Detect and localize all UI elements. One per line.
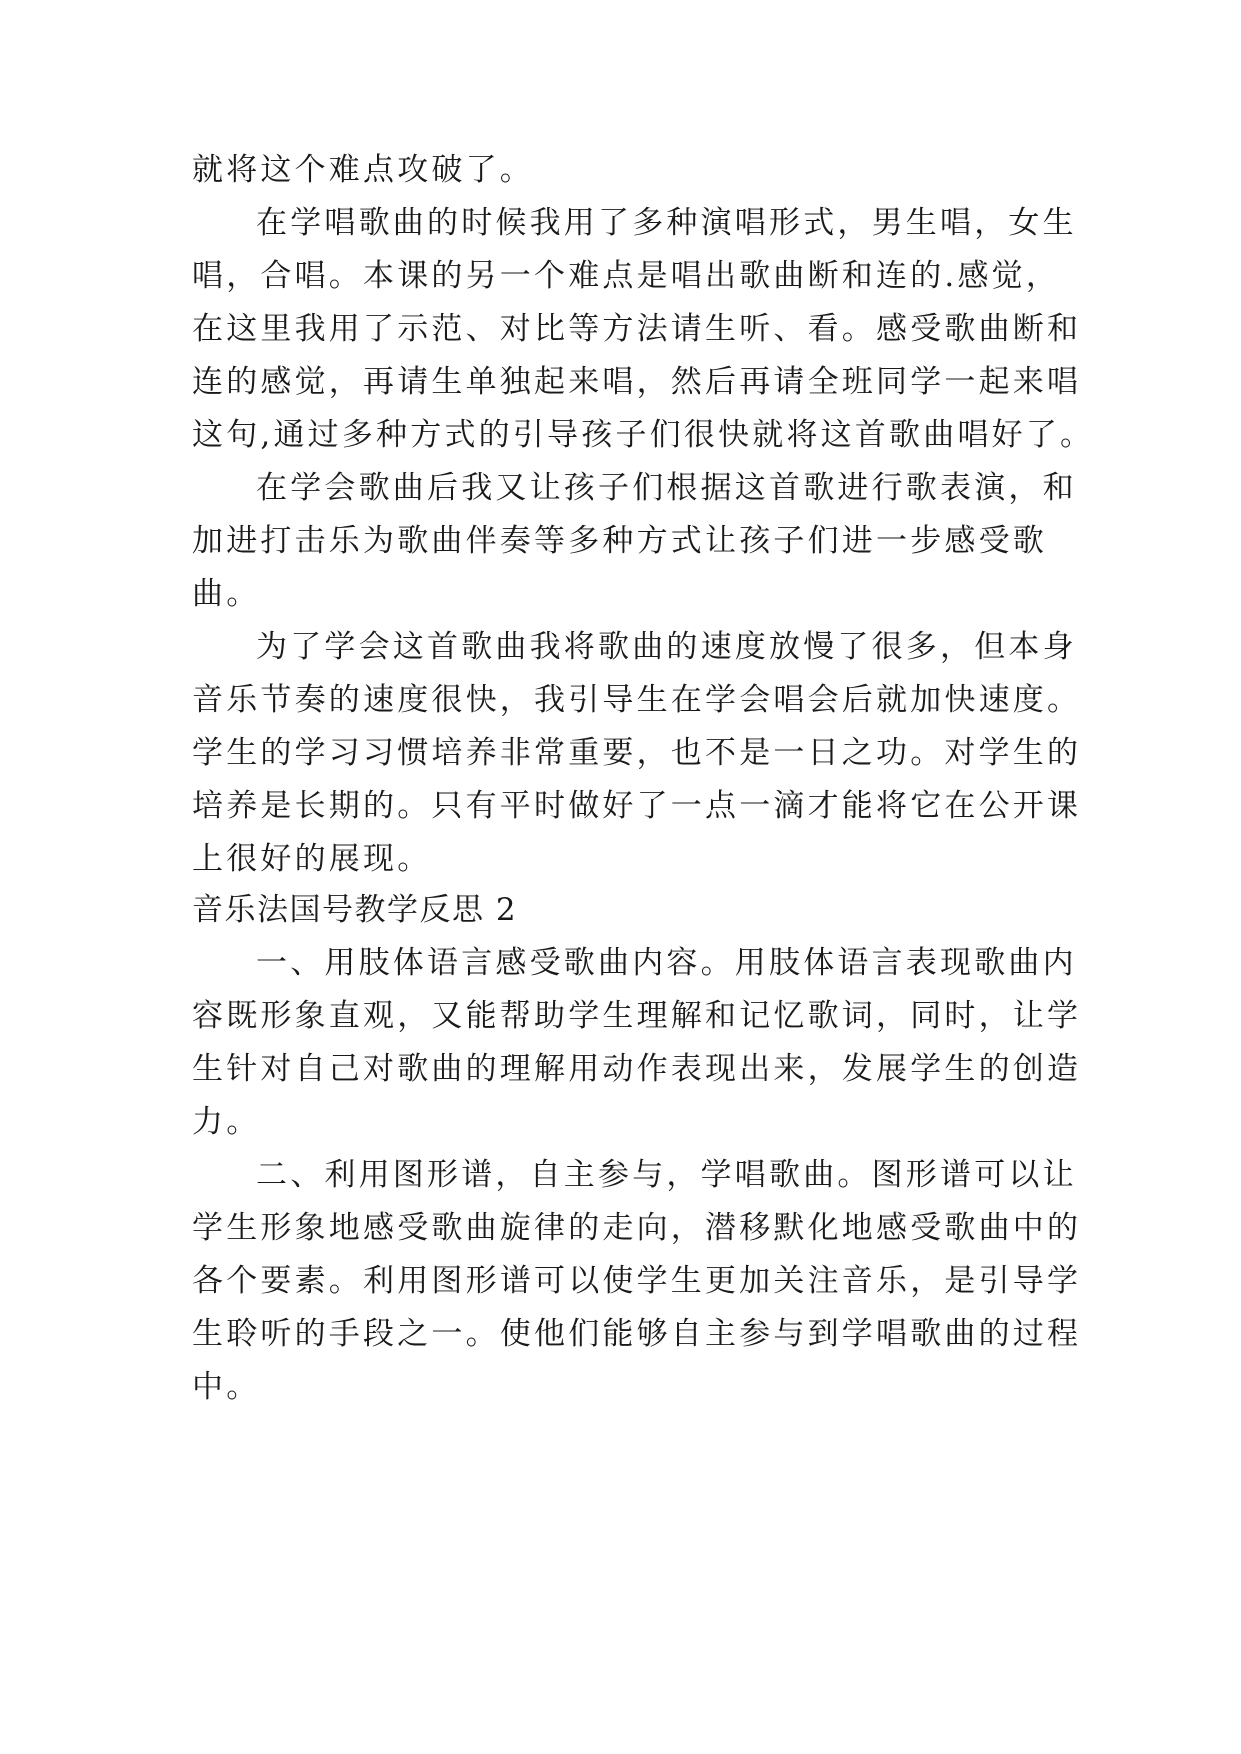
- text-line: 生针对自己对歌曲的理解用动作表现出来，发展学生的创造: [192, 1051, 1082, 1087]
- text-line: 在这里我用了示范、对比等方法请生听、看。感受歌曲断和: [192, 311, 1082, 347]
- text-line: 力。: [192, 1104, 261, 1140]
- text-line: 学生的学习习惯培养非常重要，也不是一日之功。对学生的: [192, 735, 1082, 771]
- text-line: 唱，合唱。本课的另一个难点是唱出歌曲断和连的.感觉，: [192, 258, 1061, 294]
- text-line: 加进打击乐为歌曲伴奏等多种方式让孩子们进一步感受歌: [192, 523, 1047, 559]
- paragraph-first-line: 为了学会这首歌曲我将歌曲的速度放慢了很多，但本身: [256, 629, 1077, 665]
- text-line: 上很好的展现。: [192, 841, 432, 877]
- text-line: 这句,通过多种方式的引导孩子们很快就将这首歌曲唱好了。: [192, 417, 1095, 453]
- text-line: 曲。: [192, 576, 261, 612]
- paragraph-first-line: 在学会歌曲后我又让孩子们根据这首歌进行歌表演，和: [256, 470, 1077, 506]
- paragraph-first-line: 二、利用图形谱，自主参与，学唱歌曲。图形谱可以让: [256, 1157, 1077, 1193]
- paragraph-first-line: 一、用肢体语言感受歌曲内容。用肢体语言表现歌曲内: [256, 945, 1077, 981]
- text-line: 就将这个难点攻破了。: [192, 152, 534, 188]
- text-line: 音乐节奏的速度很快，我引导生在学会唱会后就加快速度。: [192, 682, 1082, 718]
- text-line: 学生形象地感受歌曲旋律的走向，潜移默化地感受歌曲中的: [192, 1210, 1082, 1246]
- text-line: 中。: [192, 1369, 261, 1405]
- text-line: 各个要素。利用图形谱可以使学生更加关注音乐，是引导学: [192, 1263, 1082, 1299]
- section-heading: 音乐法国号教学反思 2: [192, 892, 518, 928]
- text-line: 培养是长期的。只有平时做好了一点一滴才能将它在公开课: [192, 788, 1082, 824]
- text-line: 连的感觉，再请生单独起来唱，然后再请全班同学一起来唱: [192, 364, 1082, 400]
- text-line: 生聆听的手段之一。使他们能够自主参与到学唱歌曲的过程: [192, 1316, 1082, 1352]
- paragraph-first-line: 在学唱歌曲的时候我用了多种演唱形式，男生唱，女生: [256, 205, 1077, 241]
- text-line: 容既形象直观，又能帮助学生理解和记忆歌词，同时，让学: [192, 998, 1082, 1034]
